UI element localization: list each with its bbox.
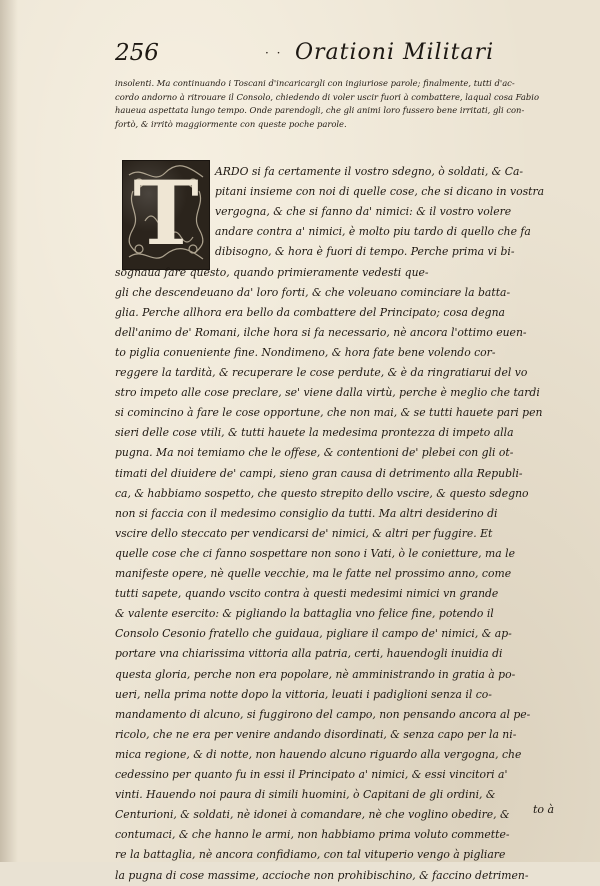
intro-line: fortò, & irritò maggiormente con queste poche parole. — [115, 118, 347, 129]
header-ornament: · · — [265, 46, 283, 60]
text-line: Consolo Cesonio fratello che guidaua, pigliare il campo de' nimici, & ap- — [115, 627, 512, 641]
running-title: Orationi Militari — [295, 40, 495, 65]
text-line: ARDO si fa certamente il vostro sdegno, ò soldati, & Ca- — [215, 165, 524, 178]
text-line: contumaci, & che hanno le armi, non habbiamo prima voluto commette- — [115, 828, 510, 842]
text-line: sognaua fare questo, quando primieramente vedesti que- — [115, 265, 429, 279]
text-line: ricolo, che ne era per venire andando disordinati, & senza capo per la ni- — [115, 727, 517, 741]
text-line: gli che descendeuano da' loro forti, & che voleuano cominciare la batta- — [115, 285, 511, 299]
text-line: mandamento di alcuno, si fuggirono del campo, non pensando ancora al pe- — [115, 707, 531, 721]
text-line: re la battaglia, nè ancora confidiamo, con tal vituperio vengo à pigliare — [115, 848, 506, 862]
catchword: to à — [533, 803, 555, 816]
text-line: si comincino à fare le cose opportune, che non mai, & se tutti hauete pari pen — [115, 406, 543, 420]
text-line: & valente esercito: & pigliando la battaglia vno felice fine, potendo il — [115, 607, 494, 621]
text-line: ca, & habbiamo sospetto, che questo strepito dello vscire, & questo sdegno — [115, 486, 529, 500]
text-line: mica regione, & di notte, non hauendo alcuno riguardo alla vergogna, che — [115, 747, 522, 761]
text-line: portare vna chiarissima vittoria alla patria, certi, hauendogli inuidia di — [115, 647, 503, 661]
text-line: ueri, nella prima notte dopo la vittoria, leuati i padiglioni senza il co- — [115, 687, 492, 701]
page-number: 256 — [115, 40, 159, 66]
text-line: vinti. Hauendo noi paura di simili huomini, ò Capitani de gli ordini, & — [115, 788, 496, 802]
text-line: manifeste opere, nè quelle vecchie, ma le fatte nel prossimo anno, come — [115, 567, 512, 580]
text-line: la pugna di cose massime, accioche non prohibischino, & faccino detrimen- — [115, 868, 529, 882]
decorated-initial — [122, 160, 210, 270]
text-line: glia. Perche allhora era bello da combattere del Principato; cosa degna — [115, 305, 505, 319]
text-line: cedessino per quanto fu in essi il Principato a' nimici, & essi vincitori a' — [115, 768, 508, 781]
intro-line: haueua aspettata lungo tempo. Onde parendogli, che gli animi loro fussero bene irritati, gli con- — [115, 105, 525, 115]
text-line: Centurioni, & soldati, nè idonei à comandare, nè che voglino obedire, & — [115, 808, 510, 822]
text-line: to piglia conueniente fine. Nondimeno, & hora fate bene volendo cor- — [115, 345, 496, 359]
intro-paragraph — [115, 77, 567, 131]
text-line: timati del diuidere de' campi, sieno gran causa di detrimento alla Republi- — [115, 466, 523, 480]
text-line: reggere la tardità, & recuperare le cose perdute, & è da ringratiarui del vo — [115, 366, 528, 379]
text-line: stro impeto alle cose preclare, se' viene dalla virtù, perche è meglio che tardi — [115, 386, 540, 400]
text-line: andare contra a' nimici, è molto piu tardo di quello che fa — [215, 225, 531, 239]
text-line: sieri delle cose vtili, & tutti hauete la medesima prontezza di impeto alla — [115, 426, 514, 440]
text-line: dell'animo de' Romani, ilche hora si fa necessario, nè ancora l'ottimo euen- — [115, 325, 527, 339]
intro-line: cordo andorno à ritrouare il Consolo, chiedendo di voler uscir fuori à combattere, laqual cosa Fabio — [115, 91, 539, 102]
initial-letter: T — [133, 161, 199, 265]
text-line: quelle cose che ci fanno sospettare non sono i Vati, ò le conietture, ma le — [115, 546, 515, 560]
text-line: dibisogno, & hora è fuori di tempo. Perche prima vi bi- — [215, 245, 515, 259]
text-line: pitani insieme con noi di quelle cose, che si dicano in vostra — [215, 185, 545, 199]
text-line: vergogna, & che si fanno da' nimici: & il vostro volere — [215, 205, 512, 219]
text-line: vscire dello steccato per vendicarsi de' nimici, & altri per fuggire. Et — [115, 526, 493, 540]
text-line: non si faccia con il medesimo consiglio da tutti. Ma altri desiderino di — [115, 506, 498, 520]
text-line: tutti sapete, quando vscito contra à questi medesimi nimici vn grande — [115, 587, 499, 601]
intro-line: insolenti. Ma continuando i Toscani d'incaricargli con ingiuriose parole; finalmente, tutti d'ac- — [115, 78, 515, 88]
text-line: questa gloria, perche non era popolare, nè amministrando in gratia à po- — [115, 667, 516, 681]
page-header — [115, 40, 555, 74]
text-line: pugna. Ma noi temiamo che le offese, & contentioni de' plebei con gli ot- — [115, 446, 514, 460]
binding-shadow — [0, 0, 18, 862]
